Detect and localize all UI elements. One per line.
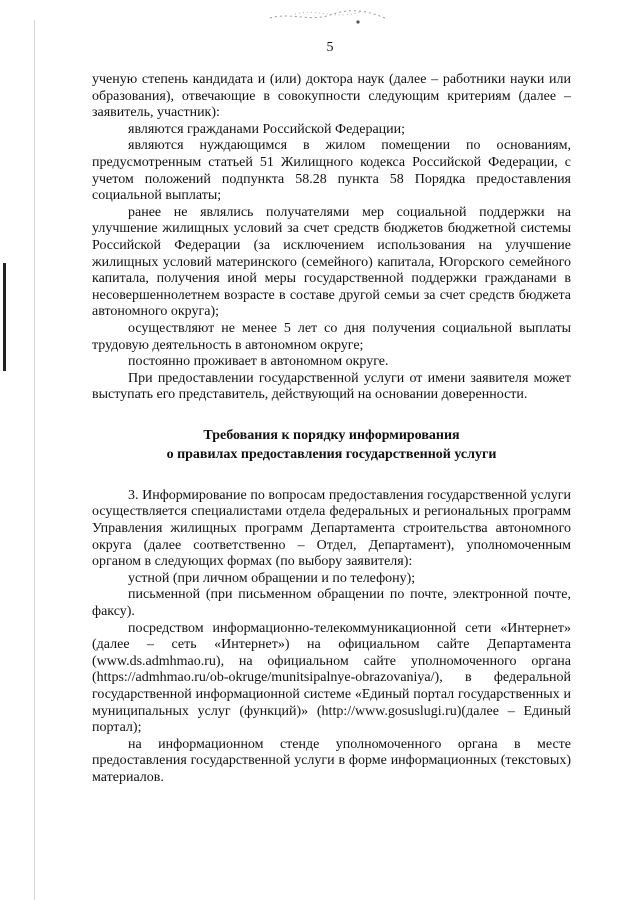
paragraph: на информационном стенде уполномоченного органа в месте предоставления государственной услуги в форме информационных (текстовых) материалов. — [92, 736, 571, 785]
paragraph: постоянно проживает в автономном округе. — [128, 354, 389, 370]
paragraph: осуществляют не менее 5 лет со дня получения социальной выплаты трудовую деятельность в автономном округе; — [92, 320, 571, 353]
scan-edge-line — [34, 20, 35, 900]
margin-mark — [3, 263, 6, 371]
paragraph: ученую степень кандидата и (или) доктора наук (далее – работники науки или образования), отвечающие в совокупности следующим критериям (далее – заявитель, участник): — [92, 72, 571, 121]
scan-smudge — [265, 0, 405, 26]
paragraph: являются нуждающимся в жилом помещении по основаниям, предусмотренным статьей 51 Жилищного кодекса Российской Федерации, с учетом положений подпункта 58.28 пункта 58 Порядка предоставления социальной выплаты; — [92, 138, 571, 204]
section-heading — [92, 426, 571, 464]
section-heading-line: о правилах предоставления государственной услуги — [166, 446, 497, 462]
paragraph: При предоставлении государственной услуги от имени заявителя может выступать его представитель, действующий на основании доверенности. — [92, 370, 571, 403]
paragraph: являются гражданами Российской Федерации; — [128, 121, 406, 137]
paragraph: письменной (при письменном обращении по почте, электронной почте, факсу). — [92, 587, 571, 620]
paragraph: ранее не являлись получателями мер социальной поддержки на улучшение жилищных условий за счет средств бюджетов бюджетной системы Российской Федерации (за исключением использования на улучшение жилищных условий материнского (семейного) капитала, Югорского семейного капитала, получения иной меры государственной поддержки гражданами в несовершеннолетнем возрасте в составе другой семьи за счет средств бюджета автономного округа); — [92, 204, 571, 320]
section-heading-line: Требования к порядку информирования — [203, 427, 460, 443]
paragraph: устной (при личном обращении и по телефону); — [128, 570, 416, 586]
page-number: 5 — [326, 40, 334, 55]
document-body — [92, 72, 571, 787]
paragraph: 3. Информирование по вопросам предоставления государственной услуги осуществляется специалистами отдела федеральных и региональных программ Управления жилищных программ Департамента строительства автономного округа (далее соответственно – Отдел, Департамент), уполномоченным органом в следующих формах (по выбору заявителя): — [92, 487, 571, 570]
paragraph: посредством информационно-телекоммуникационной сети «Интернет» (далее – сеть «Интернет») на официальном сайте Департамента (www.ds.admhmao.ru), на официальном сайте уполномоченного органа (https://admhmao.ru/ob-okruge/munitsipalnye-obrazovaniya/), в федеральной государственной информационной системе «Единый портал государственных и муниципальных услуг (функций)» (http://www.gosuslugi.ru)(далее – Единый портал); — [92, 620, 571, 736]
